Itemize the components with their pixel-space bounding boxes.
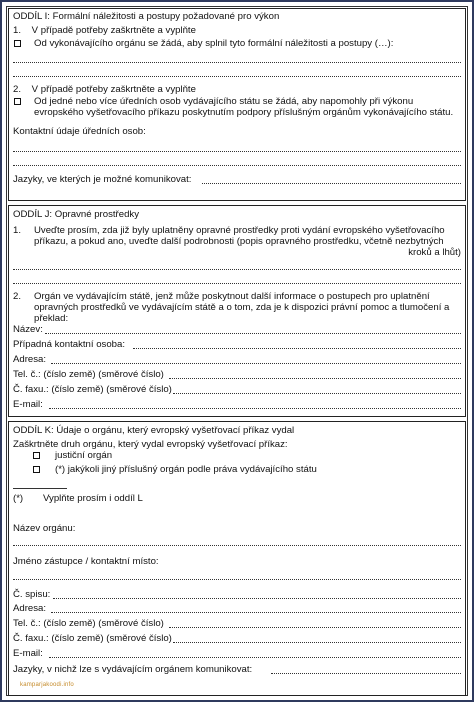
section-j-field-phone-line[interactable]	[169, 378, 461, 379]
section-k-phone-label: Tel. č.: (číslo země) (směrové číslo)	[13, 618, 164, 629]
section-j-field-phone-label: Tel. č.: (číslo země) (směrové číslo)	[13, 369, 164, 380]
section-k-authority-name-line[interactable]	[13, 545, 461, 546]
section-k-box	[8, 421, 466, 696]
section-j-title: ODDÍL J: Opravné prostředky	[13, 209, 140, 220]
section-k-option-other-label: (*) jakýkoli jiný příslušný orgán podle práva vydávajícího státu	[55, 464, 317, 475]
section-i-contact-line-1[interactable]	[13, 151, 461, 152]
section-k-fax-label: Č. faxu.: (číslo země) (směrové číslo)	[13, 633, 172, 644]
section-i-languages-label: Jazyky, ve kterých je možné komunikovat:	[13, 174, 192, 185]
watermark: kamparjakoodi.info	[20, 682, 74, 688]
section-j-item2-line1: Orgán ve vydávajícím státě, jenž může poskytnout další informace o postupech pro uplatnění	[34, 291, 430, 302]
section-k-option-judicial-checkbox[interactable]	[33, 452, 40, 459]
section-i-contact-line-2[interactable]	[13, 165, 461, 166]
section-k-representative-label: Jméno zástupce / kontaktní místo:	[13, 556, 159, 567]
section-j-item1-number: 1.	[13, 225, 22, 236]
section-i-item1-checkbox[interactable]	[14, 40, 21, 47]
section-j-item2-line2: opravných prostředků ve vydávajícím státě a o tom, zda je k dispozici právní pomoc a tlumočení a	[34, 302, 450, 313]
section-k-authority-name-label: Název orgánu:	[13, 523, 76, 534]
section-j-field-contact-line[interactable]	[133, 348, 461, 349]
footnote-mark: (*)	[13, 493, 24, 504]
section-j-field-fax-line[interactable]	[173, 393, 461, 394]
section-k-instruction: Zaškrtněte druh orgánu, který vydal evropský vyšetřovací příkaz:	[13, 439, 288, 450]
section-j-item1-answer-2[interactable]	[13, 283, 461, 284]
section-k-phone-line[interactable]	[169, 627, 461, 628]
section-j-field-fax-label: Č. faxu.: (číslo země) (směrové číslo)	[13, 384, 172, 395]
footnote-text: Vyplňte prosím i oddíl L	[43, 493, 143, 504]
section-k-address-label: Adresa:	[13, 603, 47, 614]
section-j-field-address-label: Adresa:	[13, 354, 47, 365]
section-k-file-no-label: Č. spisu:	[13, 589, 51, 600]
section-i-languages-line[interactable]	[202, 183, 461, 184]
section-j-field-email-line[interactable]	[49, 408, 461, 409]
section-i-item1-line-1[interactable]	[13, 62, 461, 63]
section-i-item1-heading: 1. V případě potřeby zaškrtněte a vyplňte	[13, 25, 196, 36]
section-i-item2-option-line2: evropského vyšetřovacího příkazu poskytnutím podpory příslušným orgánům vykonávajícího státu.	[34, 107, 454, 118]
section-i-item2-option-line1: Od jedné nebo více úředních osob vydávajícího státu se žádá, aby napomohly při výkonu	[34, 96, 414, 107]
section-k-email-label: E-mail:	[13, 648, 43, 659]
section-j-box	[8, 205, 466, 417]
section-i-item2-heading: 2. V případě potřeby zaškrtněte a vyplňte	[13, 84, 196, 95]
footnote-separator	[13, 488, 67, 489]
section-k-languages-line[interactable]	[271, 673, 461, 674]
section-i-contact-label: Kontaktní údaje úředních osob:	[13, 126, 146, 137]
section-i-title: ODDÍL I: Formální náležitosti a postupy požadované pro výkon	[13, 11, 280, 22]
section-k-file-no-line[interactable]	[53, 598, 461, 599]
section-k-title: ODDÍL K: Údaje o orgánu, který evropský vyšetřovací příkaz vydal	[13, 425, 295, 436]
section-i-item1-line-2[interactable]	[13, 76, 461, 77]
section-i-box	[8, 8, 466, 201]
section-j-item1-line3: kroků a lhůt)	[408, 247, 461, 258]
section-k-option-other-checkbox[interactable]	[33, 466, 40, 473]
section-k-address-line[interactable]	[51, 612, 461, 613]
section-j-item1-line2: příkazu, a pokud ano, uveďte další podrobnosti (popis opravného prostředku, včetně nezbytných	[34, 236, 444, 247]
section-j-field-name-label: Název:	[13, 324, 43, 335]
section-j-item1-line1: Uveďte prosím, zda již byly uplatněny opravné prostředky proti vydání evropského vyšetřovacího	[34, 225, 445, 236]
section-k-fax-line[interactable]	[173, 642, 461, 643]
section-k-languages-label: Jazyky, v nichž lze s vydávajícím orgánem komunikovat:	[13, 664, 253, 675]
section-k-representative-line[interactable]	[13, 579, 461, 580]
section-j-field-contact-label: Případná kontaktní osoba:	[13, 339, 126, 350]
section-j-item1-answer-1[interactable]	[13, 269, 461, 270]
section-k-email-line[interactable]	[49, 657, 461, 658]
section-j-item2-line3: překlad:	[34, 313, 69, 324]
section-i-item2-checkbox[interactable]	[14, 98, 21, 105]
section-j-item2-number: 2.	[13, 291, 22, 302]
section-j-field-name-line[interactable]	[45, 333, 461, 334]
section-i-item1-option: Od vykonávajícího orgánu se žádá, aby splnil tyto formální náležitosti a postupy (…):	[34, 38, 394, 49]
section-j-field-address-line[interactable]	[51, 363, 461, 364]
section-j-field-email-label: E-mail:	[13, 399, 43, 410]
section-k-option-judicial-label: justiční orgán	[55, 450, 113, 461]
